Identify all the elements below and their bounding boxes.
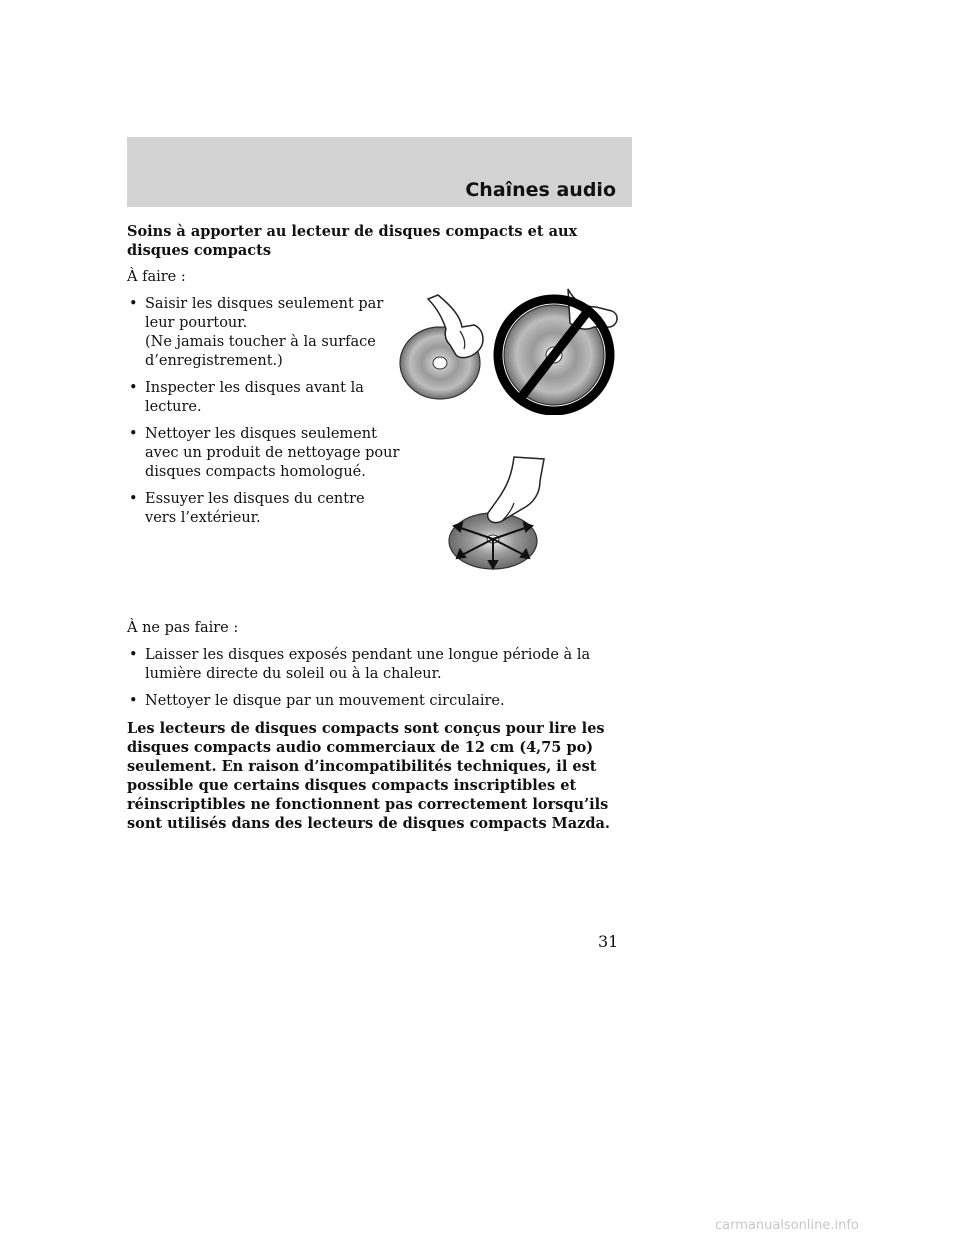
do-label: À faire :	[127, 269, 186, 285]
cd-wiping-illustration	[448, 455, 548, 573]
dont-item-2: • Nettoyer le disque par un mouvement circulaire.	[129, 693, 505, 709]
do-item-3: • Nettoyer les disques seulement avec un produit de nettoyage pour disques compacts homologué.	[129, 426, 400, 480]
do-item-2: • Inspecter les disques avant la lecture.	[129, 380, 364, 415]
header-band	[127, 137, 632, 207]
section-title: Soins à apporter au lecteur de disques compacts et aux disques compacts	[127, 223, 578, 259]
cd-compatibility-notice: Les lecteurs de disques compacts sont conçus pour lire les disques compacts audio commerciaux de 12 cm (4,75 po) seulement. En raison d’incompatibilités techniques, il est possible que certains disques compacts inscriptibles et réinscriptibles ne fonctionnent pas correctement lorsqu’ils sont utilisés dans des lecteurs de disques compacts Mazda.	[127, 720, 610, 832]
hand-icon	[488, 457, 544, 523]
do-item-4: • Essuyer les disques du centre vers l’extérieur.	[129, 491, 365, 526]
page-number: 31	[598, 932, 619, 951]
header-title: Chaînes audio	[465, 179, 616, 201]
dont-item-1: • Laisser les disques exposés pendant une longue période à la lumière directe du soleil ou à la chaleur.	[129, 647, 591, 682]
watermark: carmanualsonline.info	[715, 1218, 859, 1233]
cd-handling-illustration	[398, 285, 630, 415]
dont-label: À ne pas faire :	[127, 620, 239, 636]
do-item-1: • Saisir les disques seulement par leur pourtour. (Ne jamais toucher à la surface d’enregistrement.)	[129, 296, 384, 369]
